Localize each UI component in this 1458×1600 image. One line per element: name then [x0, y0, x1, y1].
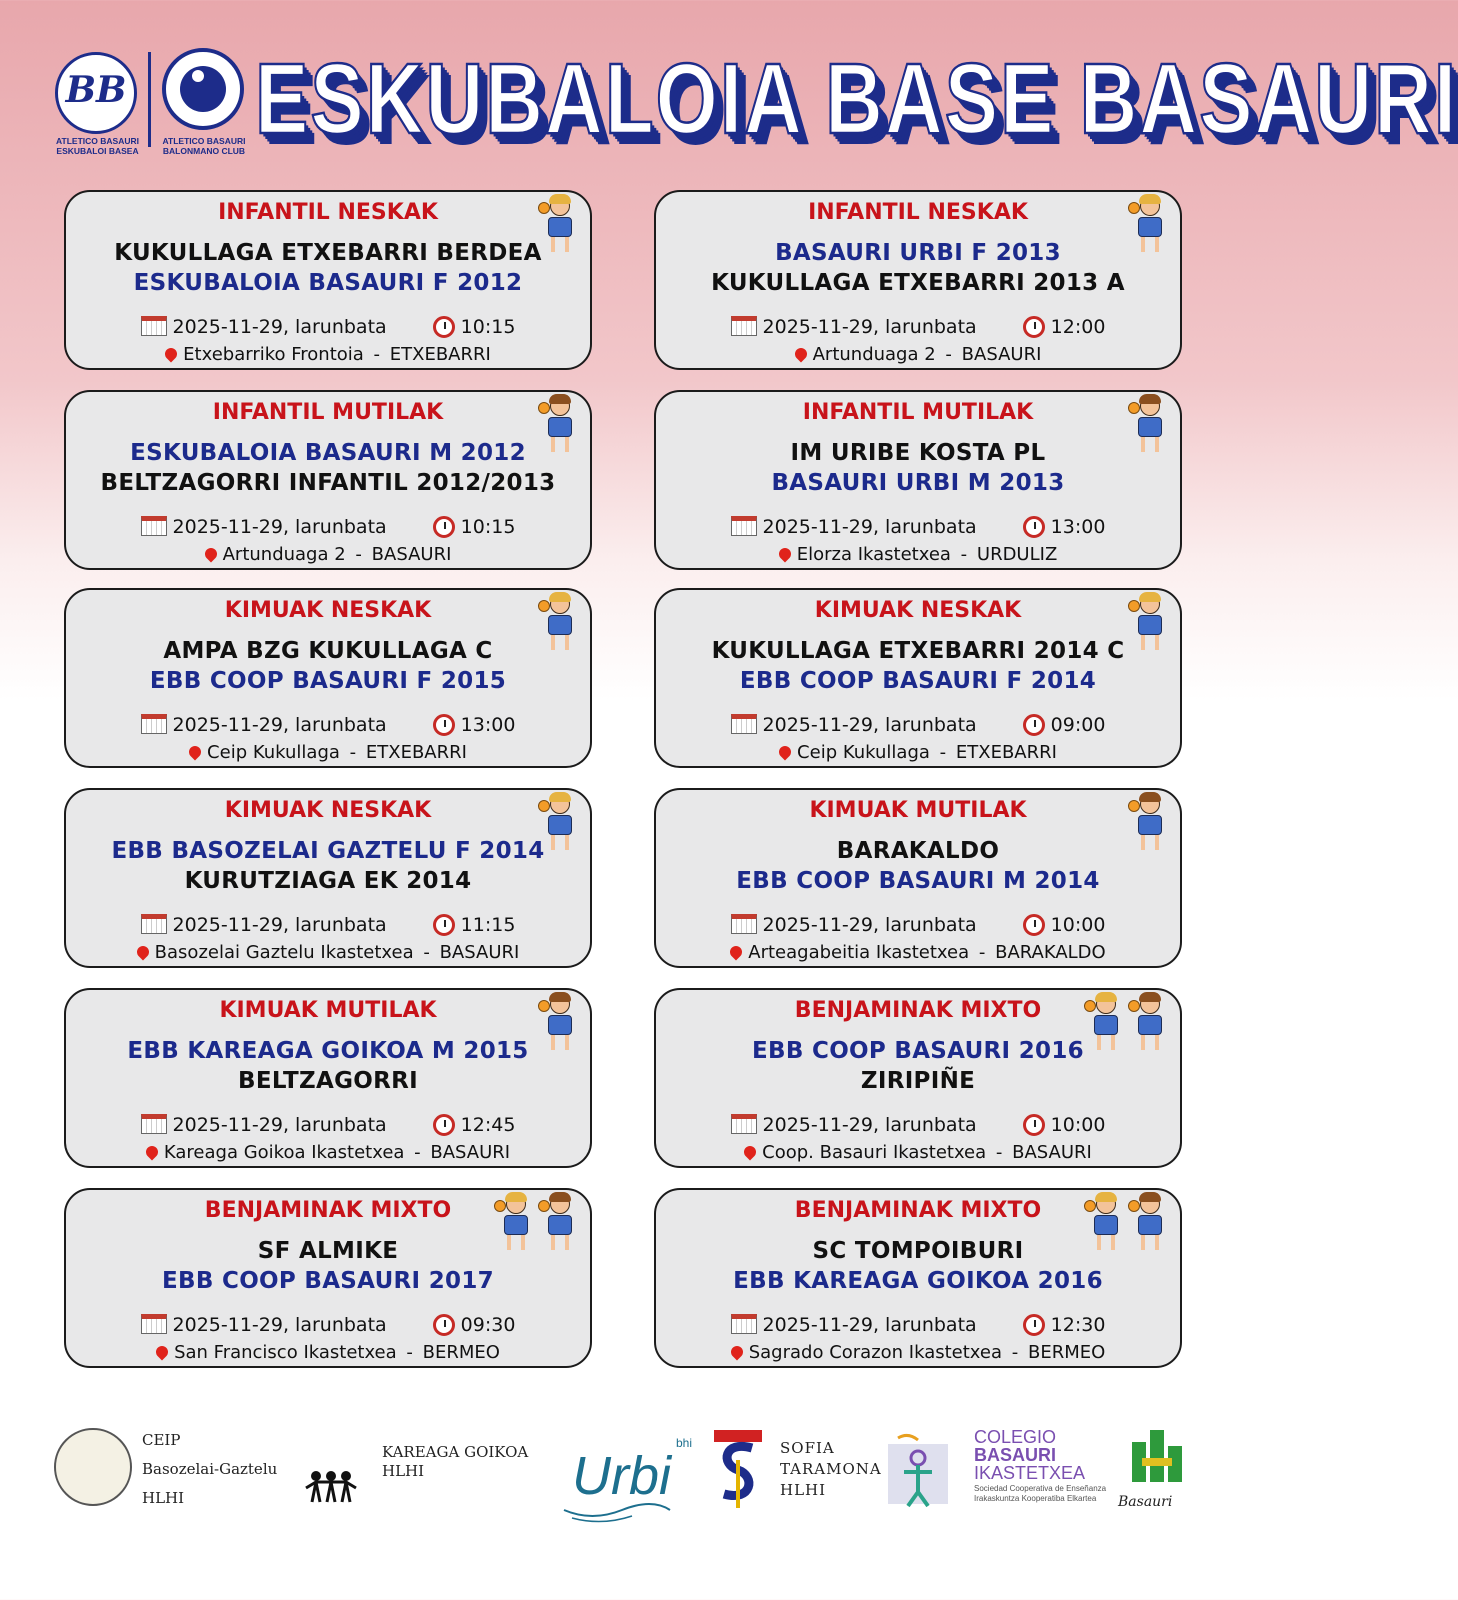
match-date: 2025-11-29, larunbata	[172, 316, 387, 338]
clock-icon	[433, 914, 455, 936]
boy-player-icon	[1130, 1194, 1170, 1252]
match-city: BASAURI	[961, 344, 1042, 365]
match-city: URDULIZ	[976, 544, 1058, 565]
match-location: Elorza Ikastetxea - URDULIZ	[656, 544, 1180, 565]
match-category: INFANTIL MUTILAK	[212, 400, 444, 425]
match-card	[654, 788, 1182, 968]
match-location: Coop. Basauri Ikastetxea - BASAURI	[656, 1142, 1180, 1163]
home-team: EBB KAREAGA GOIKOA M 2015	[127, 1038, 529, 1064]
home-team: EBB BASOZELAI GAZTELU F 2014	[111, 838, 545, 864]
match-card	[64, 788, 592, 968]
match-venue: Basozelai Gaztelu Ikastetxea	[154, 942, 414, 963]
clock-icon	[1023, 1114, 1045, 1136]
location-pin-icon	[163, 346, 180, 363]
colegio-subtext: Sociedad Cooperativa de Enseñanza Irakaskuntza Kooperatiba Elkartea	[974, 1484, 1107, 1503]
clock-icon	[1023, 914, 1045, 936]
girl-player-icon	[540, 196, 580, 254]
match-time: 12:45	[460, 1114, 516, 1136]
match-city: BASAURI	[1012, 1142, 1092, 1163]
match-card	[654, 1188, 1182, 1368]
match-location: San Francisco Ikastetxea - BERMEO	[66, 1342, 590, 1363]
match-time: 13:00	[1050, 516, 1106, 538]
clock-icon	[1023, 316, 1045, 338]
basauri-town-label: Basauri	[1118, 1494, 1173, 1510]
calendar-icon	[141, 516, 167, 536]
match-venue: Coop. Basauri Ikastetxea	[762, 1142, 987, 1163]
atletico-basauri-balonmano-logo	[162, 48, 244, 130]
match-category: BENJAMINAK MIXTO	[794, 998, 1042, 1023]
girl-player-icon	[1086, 1194, 1126, 1252]
match-location: Artunduaga 2 - BASAURI	[656, 344, 1180, 365]
match-time: 09:00	[1050, 714, 1106, 736]
match-category: KIMUAK MUTILAK	[219, 998, 437, 1023]
match-time: 10:15	[460, 316, 516, 338]
match-location: Arteagabeitia Ikastetxea - BARAKALDO	[656, 942, 1180, 963]
match-location: Artunduaga 2 - BASAURI	[66, 544, 590, 565]
match-date: 2025-11-29, larunbata	[762, 1314, 977, 1336]
match-location: Etxebarriko Frontoia - ETXEBARRI	[66, 344, 590, 365]
basauri-town-logo	[1128, 1422, 1188, 1490]
match-card	[64, 390, 592, 570]
clock-icon	[433, 714, 455, 736]
match-datetime	[656, 1114, 1180, 1136]
away-team: KUKULLAGA ETXEBARRI 2013 A	[711, 270, 1125, 296]
match-card	[654, 588, 1182, 768]
match-date: 2025-11-29, larunbata	[762, 516, 977, 538]
match-card	[64, 988, 592, 1168]
match-card	[654, 390, 1182, 570]
girl-player-icon	[540, 594, 580, 652]
match-city: ETXEBARRI	[365, 742, 467, 763]
match-time: 12:00	[1050, 316, 1106, 338]
home-team: EBB COOP BASAURI 2016	[752, 1038, 1084, 1064]
match-category: KIMUAK NESKAK	[224, 798, 432, 823]
kareaga-text: KAREAGA GOIKOA HLHI	[382, 1443, 529, 1480]
match-venue: Ceip Kukullaga	[797, 742, 930, 763]
away-team: BASAURI URBI M 2013	[771, 470, 1065, 496]
clock-icon	[433, 316, 455, 338]
match-date: 2025-11-29, larunbata	[762, 316, 977, 338]
match-time: 09:30	[460, 1314, 516, 1336]
sofia-text: SOFIA TARAMONA HLHI	[780, 1439, 882, 1499]
home-team: SF ALMIKE	[257, 1238, 399, 1264]
match-city: BARAKALDO	[995, 942, 1106, 963]
match-datetime	[66, 914, 590, 936]
location-pin-icon	[728, 1344, 745, 1361]
match-date: 2025-11-29, larunbata	[172, 914, 387, 936]
match-location: Basozelai Gaztelu Ikastetxea - BASAURI	[66, 942, 590, 963]
location-pin-icon	[202, 546, 219, 563]
match-venue: Arteagabeitia Ikastetxea	[748, 942, 970, 963]
match-date: 2025-11-29, larunbata	[762, 1114, 977, 1136]
match-card	[64, 190, 592, 370]
colegio-text: COLEGIO BASAURI IKASTETXEA	[974, 1427, 1086, 1483]
location-pin-icon	[792, 346, 809, 363]
match-card	[64, 1188, 592, 1368]
colegio-basauri-logo	[878, 1432, 968, 1512]
clock-icon	[433, 1114, 455, 1136]
location-pin-icon	[187, 744, 204, 761]
match-datetime	[656, 714, 1180, 736]
location-pin-icon	[154, 1344, 171, 1361]
girl-player-icon	[1130, 594, 1170, 652]
match-datetime	[656, 316, 1180, 338]
match-category: KIMUAK NESKAK	[224, 598, 432, 623]
away-team: BELTZAGORRI INFANTIL 2012/2013	[100, 470, 556, 496]
match-location: Ceip Kukullaga - ETXEBARRI	[656, 742, 1180, 763]
match-time: 12:30	[1050, 1314, 1106, 1336]
match-category: KIMUAK MUTILAK	[809, 798, 1027, 823]
calendar-icon	[731, 516, 757, 536]
away-team: ZIRIPIÑE	[860, 1068, 976, 1094]
match-card	[654, 190, 1182, 370]
match-time: 11:15	[460, 914, 516, 936]
match-date: 2025-11-29, larunbata	[172, 1114, 387, 1136]
match-date: 2025-11-29, larunbata	[762, 914, 977, 936]
match-date: 2025-11-29, larunbata	[172, 1314, 387, 1336]
boy-player-icon	[540, 396, 580, 454]
home-team: BARAKALDO	[836, 838, 1000, 864]
calendar-icon	[141, 1314, 167, 1334]
home-team: BASAURI URBI F 2013	[775, 240, 1061, 266]
home-team: KUKULLAGA ETXEBARRI 2014 C	[711, 638, 1125, 664]
match-datetime	[656, 516, 1180, 538]
match-category: KIMUAK NESKAK	[814, 598, 1022, 623]
clock-icon	[433, 516, 455, 538]
calendar-icon	[731, 1114, 757, 1134]
match-venue: Artunduaga 2	[812, 344, 936, 365]
match-category: INFANTIL NESKAK	[808, 200, 1028, 225]
boy-player-icon	[540, 994, 580, 1052]
match-venue: Etxebarriko Frontoia	[183, 344, 364, 365]
match-category: INFANTIL NESKAK	[218, 200, 438, 225]
logo-divider	[148, 52, 151, 147]
match-location: Sagrado Corazon Ikastetxea - BERMEO	[656, 1342, 1180, 1363]
match-date: 2025-11-29, larunbata	[172, 516, 387, 538]
location-pin-icon	[143, 1144, 160, 1161]
away-team: ESKUBALOIA BASAURI F 2012	[133, 270, 523, 296]
calendar-icon	[141, 1114, 167, 1134]
match-city: BASAURI	[430, 1142, 511, 1163]
away-team: EBB KAREAGA GOIKOA 2016	[733, 1268, 1103, 1294]
location-pin-icon	[777, 744, 794, 761]
home-team: IM URIBE KOSTA PL	[790, 440, 1046, 466]
location-pin-icon	[776, 546, 793, 563]
boy-player-icon	[1130, 396, 1170, 454]
calendar-icon	[731, 914, 757, 934]
sofia-taramona-logo	[714, 1430, 762, 1510]
location-pin-icon	[728, 944, 745, 961]
match-venue: Ceip Kukullaga	[207, 742, 340, 763]
page-title: ESKUBALOIA BASE BASAURI	[255, 42, 1458, 154]
match-city: BASAURI	[371, 544, 452, 565]
calendar-icon	[141, 714, 167, 734]
girl-player-icon	[496, 1194, 536, 1252]
clock-icon	[1023, 1314, 1045, 1336]
girl-player-icon	[1086, 994, 1126, 1052]
away-team: BELTZAGORRI	[238, 1068, 418, 1094]
home-team: AMPA BZG KUKULLAGA C	[163, 638, 493, 664]
match-venue: Artunduaga 2	[222, 544, 346, 565]
boy-player-icon	[1130, 994, 1170, 1052]
clock-icon	[433, 1314, 455, 1336]
match-location: Kareaga Goikoa Ikastetxea - BASAURI	[66, 1142, 590, 1163]
kareaga-goikoa-logo	[292, 1432, 370, 1510]
match-datetime	[66, 714, 590, 736]
urbi-bhi-label: bhi	[676, 1436, 693, 1450]
boy-player-icon	[1130, 794, 1170, 852]
location-pin-icon	[134, 944, 151, 961]
header	[50, 42, 1458, 156]
sponsors-footer	[0, 1410, 1272, 1560]
away-team: EBB COOP BASAURI M 2014	[736, 868, 1100, 894]
calendar-icon	[141, 316, 167, 336]
match-city: BERMEO	[422, 1342, 500, 1363]
urbi-wave-icon	[562, 1500, 672, 1522]
away-team: KURUTZIAGA EK 2014	[184, 868, 472, 894]
calendar-icon	[731, 1314, 757, 1334]
match-datetime	[66, 316, 590, 338]
match-datetime	[656, 1314, 1180, 1336]
away-team: EBB COOP BASAURI 2017	[162, 1268, 494, 1294]
match-location: Ceip Kukullaga - ETXEBARRI	[66, 742, 590, 763]
clock-icon	[1023, 516, 1045, 538]
match-time: 10:00	[1050, 1114, 1106, 1136]
logo1-caption: ATLETICO BASAURI ESKUBALOI BASEA	[56, 136, 139, 156]
calendar-icon	[731, 316, 757, 336]
urbi-logo: Urbi	[572, 1446, 672, 1506]
boy-player-icon	[540, 1194, 580, 1252]
match-category: BENJAMINAK MIXTO	[204, 1198, 452, 1223]
calendar-icon	[731, 714, 757, 734]
away-team: EBB COOP BASAURI F 2014	[739, 668, 1097, 694]
match-city: BASAURI	[439, 942, 520, 963]
match-venue: Sagrado Corazon Ikastetxea	[748, 1342, 1003, 1363]
match-card	[64, 588, 592, 768]
girl-player-icon	[1130, 196, 1170, 254]
match-venue: Elorza Ikastetxea	[796, 544, 951, 565]
match-card	[654, 988, 1182, 1168]
match-category: INFANTIL MUTILAK	[802, 400, 1034, 425]
match-city: BERMEO	[1027, 1342, 1106, 1363]
match-venue: Kareaga Goikoa Ikastetxea	[163, 1142, 405, 1163]
match-time: 10:00	[1050, 914, 1106, 936]
home-team: ESKUBALOIA BASAURI M 2012	[130, 440, 526, 466]
location-pin-icon	[742, 1144, 759, 1161]
calendar-icon	[141, 914, 167, 934]
logo2-caption: ATLETICO BASAURI BALONMANO CLUB	[162, 136, 246, 156]
match-venue: San Francisco Ikastetxea	[174, 1342, 397, 1363]
home-team: SC TOMPOIBURI	[812, 1238, 1024, 1264]
atletico-basauri-eskubaloi-logo: BB	[55, 52, 137, 134]
basozelai-text: CEIP Basozelai-Gaztelu HLHI	[142, 1431, 278, 1507]
basozelai-gaztelu-logo	[54, 1428, 132, 1506]
match-datetime	[656, 914, 1180, 936]
match-city: ETXEBARRI	[955, 742, 1057, 763]
match-time: 13:00	[460, 714, 516, 736]
away-team: EBB COOP BASAURI F 2015	[149, 668, 507, 694]
home-team: KUKULLAGA ETXEBARRI BERDEA	[114, 240, 542, 266]
clock-icon	[1023, 714, 1045, 736]
match-city: ETXEBARRI	[389, 344, 491, 365]
match-datetime	[66, 516, 590, 538]
match-datetime	[66, 1314, 590, 1336]
girl-player-icon	[540, 794, 580, 852]
match-category: BENJAMINAK MIXTO	[794, 1198, 1042, 1223]
match-time: 10:15	[460, 516, 516, 538]
match-date: 2025-11-29, larunbata	[762, 714, 977, 736]
match-datetime	[66, 1114, 590, 1136]
match-date: 2025-11-29, larunbata	[172, 714, 387, 736]
